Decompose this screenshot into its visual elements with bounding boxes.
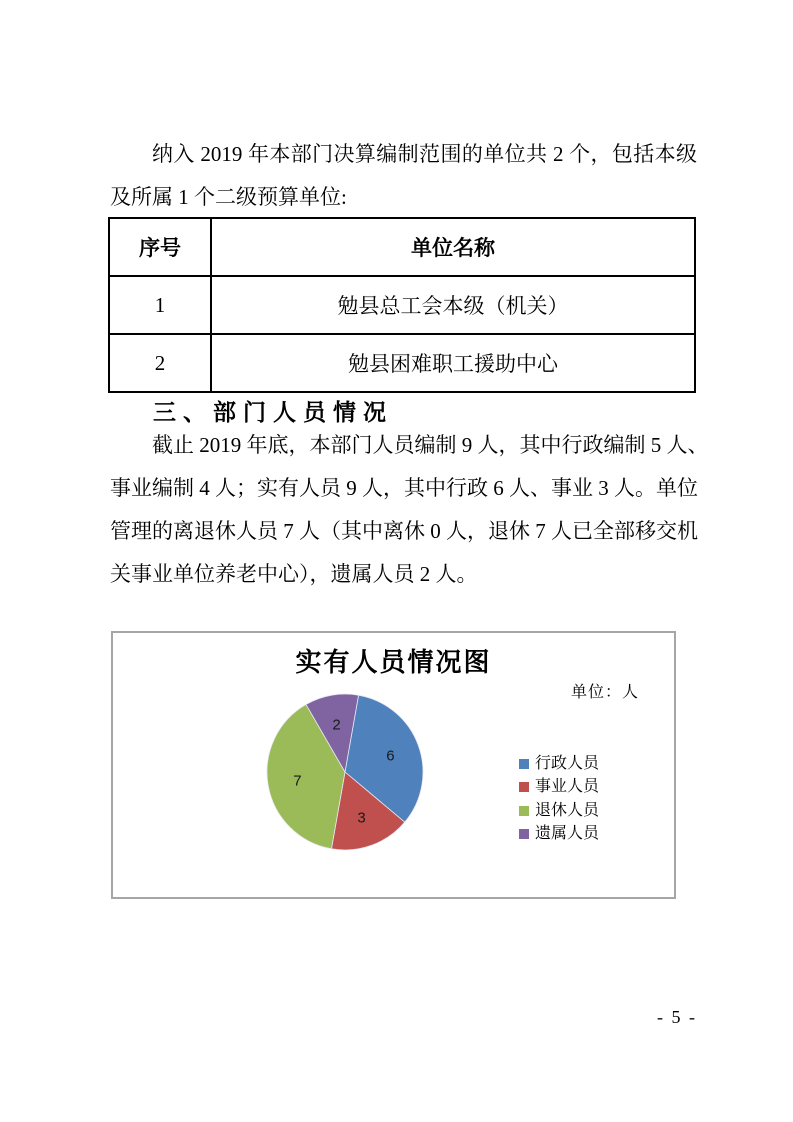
text-line: 截止 2019 年底，本部门人员编制 9 人，其中行政编制 5 人、 xyxy=(152,433,709,457)
table-cell: 1 xyxy=(109,276,211,334)
legend-item xyxy=(519,752,599,776)
section-heading: 三、部门人员情况 xyxy=(153,399,393,425)
table-header-unit-name: 单位名称 xyxy=(211,218,695,276)
legend-label: 事业人员 xyxy=(535,778,600,796)
page-number: - 5 - xyxy=(657,1007,697,1027)
paragraph-intro xyxy=(110,133,697,219)
legend-label: 退休人员 xyxy=(535,801,600,819)
pie-data-label: 2 xyxy=(332,716,341,734)
table-row xyxy=(109,276,695,334)
pie-data-label: 3 xyxy=(357,809,366,827)
legend-label: 遗属人员 xyxy=(535,825,600,843)
table-cell: 2 xyxy=(109,334,211,392)
units-table-body xyxy=(109,276,695,392)
pie-data-label: 6 xyxy=(386,747,395,765)
table-row xyxy=(109,334,695,392)
units-table xyxy=(108,217,696,393)
text-line: 关事业单位养老中心），遗属人员 2 人。 xyxy=(110,562,478,586)
text-line: 事业编制 4 人；实有人员 9 人，其中行政 6 人、事业 3 人。单位 xyxy=(110,476,698,500)
legend-item xyxy=(519,776,599,800)
legend-item xyxy=(519,799,599,823)
text-line: 纳入 2019 年本部门决算编制范围的单位共 2 个，包括本级 xyxy=(152,142,697,166)
legend-swatch-icon xyxy=(519,759,529,769)
pie-data-label: 7 xyxy=(293,772,302,790)
paragraph-personnel xyxy=(110,424,709,596)
legend-swatch-icon xyxy=(519,782,529,792)
legend-swatch-icon xyxy=(519,829,529,839)
table-cell: 勉县困难职工援助中心 xyxy=(211,334,695,392)
table-header-index: 序号 xyxy=(109,218,211,276)
legend-swatch-icon xyxy=(519,806,529,816)
chart-container xyxy=(111,631,676,899)
chart-title: 实有人员情况图 xyxy=(295,648,492,677)
legend-label: 行政人员 xyxy=(535,754,600,772)
table-cell: 勉县总工会本级（机关） xyxy=(211,276,695,334)
chart-legend xyxy=(519,752,599,846)
text-line: 管理的离退休人员 7 人（其中离休 0 人，退休 7 人已全部移交机 xyxy=(110,519,698,543)
text-line: 及所属 1 个二级预算单位: xyxy=(110,185,347,209)
legend-item xyxy=(519,823,599,847)
chart-unit-label: 单位：人 xyxy=(571,684,640,701)
table-header-row xyxy=(109,218,695,276)
